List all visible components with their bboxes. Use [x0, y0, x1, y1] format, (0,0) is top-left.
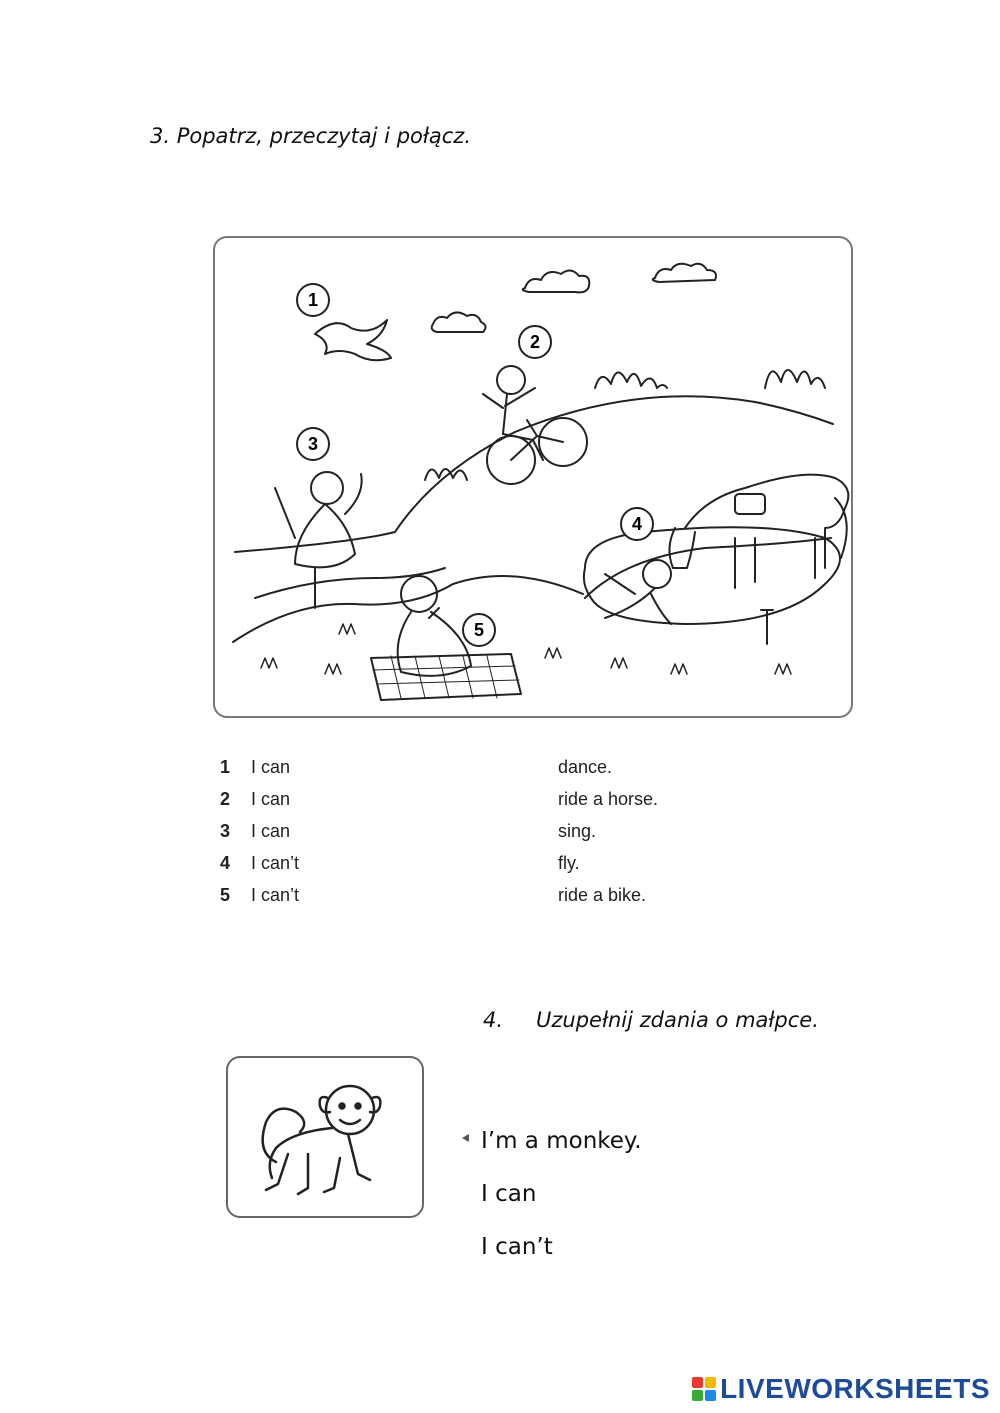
- row-1-number: 1: [220, 757, 231, 777]
- marker-2-label: 2: [529, 332, 541, 352]
- row-2-left-text: I can: [251, 789, 291, 809]
- row-4-left-text: I can’t: [251, 853, 300, 873]
- row-5-left-text: I can’t: [251, 885, 300, 905]
- marker-1-label: 1: [307, 290, 319, 310]
- bush-2: [765, 370, 825, 388]
- exercise-3-instruction: 3. Popatrz, przeczytaj i połącz.: [150, 124, 472, 148]
- singer-body: [398, 608, 471, 676]
- liveworksheets-brand: [692, 1371, 990, 1407]
- row-1-left-text: I can: [251, 757, 291, 777]
- scene-drawing: [215, 238, 851, 716]
- bird: [315, 320, 391, 360]
- exercise-4-instruction: Uzupełnij zdania o małpce.: [536, 1008, 819, 1032]
- rider-head: [497, 366, 525, 394]
- monkey-icon: [228, 1058, 422, 1216]
- row-5-number: 5: [220, 885, 231, 905]
- fallen-kid-head: [643, 560, 671, 588]
- path-mid: [255, 568, 445, 598]
- sentence-1: I’m a monkey.: [481, 1128, 642, 1154]
- horse-body: [685, 475, 848, 588]
- row-4-right-text[interactable]: fly.: [558, 853, 580, 873]
- horse-saddle: [735, 494, 765, 514]
- row-3-right-text[interactable]: sing.: [558, 821, 597, 841]
- fallen-kid-body: [605, 574, 671, 624]
- sentence-3[interactable]: I can’t: [481, 1234, 553, 1260]
- row-5-right-text[interactable]: ride a bike.: [558, 885, 647, 905]
- dancer-head: [311, 472, 343, 504]
- marker-3-label: 3: [307, 434, 319, 454]
- brand-name: LIVEWORKSHEETS: [720, 1373, 990, 1404]
- liveworksheets-logo-icon: [692, 1377, 716, 1401]
- exercise-4-number: 4.: [483, 1008, 504, 1032]
- bush-1: [595, 372, 667, 388]
- pointer-marker: [462, 1134, 469, 1142]
- scene-illustration: [213, 236, 853, 718]
- row-3-left-text: I can: [251, 821, 291, 841]
- grass-tufts: [261, 624, 791, 674]
- marker-5-label: 5: [473, 620, 485, 640]
- row-2-number: 2: [220, 789, 231, 809]
- cloud-1: [523, 270, 590, 292]
- cloud-3: [432, 312, 486, 332]
- horse-head: [669, 528, 695, 568]
- cloud-2: [653, 264, 716, 282]
- blanket: [371, 654, 521, 700]
- hill-back: [235, 396, 833, 552]
- row-1-right-text[interactable]: dance.: [558, 757, 613, 777]
- marker-4-label: 4: [631, 514, 643, 534]
- bike-frame: [511, 420, 563, 460]
- monkey-picture-frame: [226, 1056, 424, 1218]
- row-2-right-text[interactable]: ride a horse.: [558, 789, 659, 809]
- sentence-2[interactable]: I can: [481, 1181, 537, 1207]
- row-3-number: 3: [220, 821, 231, 841]
- hill-right: [585, 538, 831, 598]
- bush-3: [425, 469, 467, 480]
- row-4-number: 4: [220, 853, 231, 873]
